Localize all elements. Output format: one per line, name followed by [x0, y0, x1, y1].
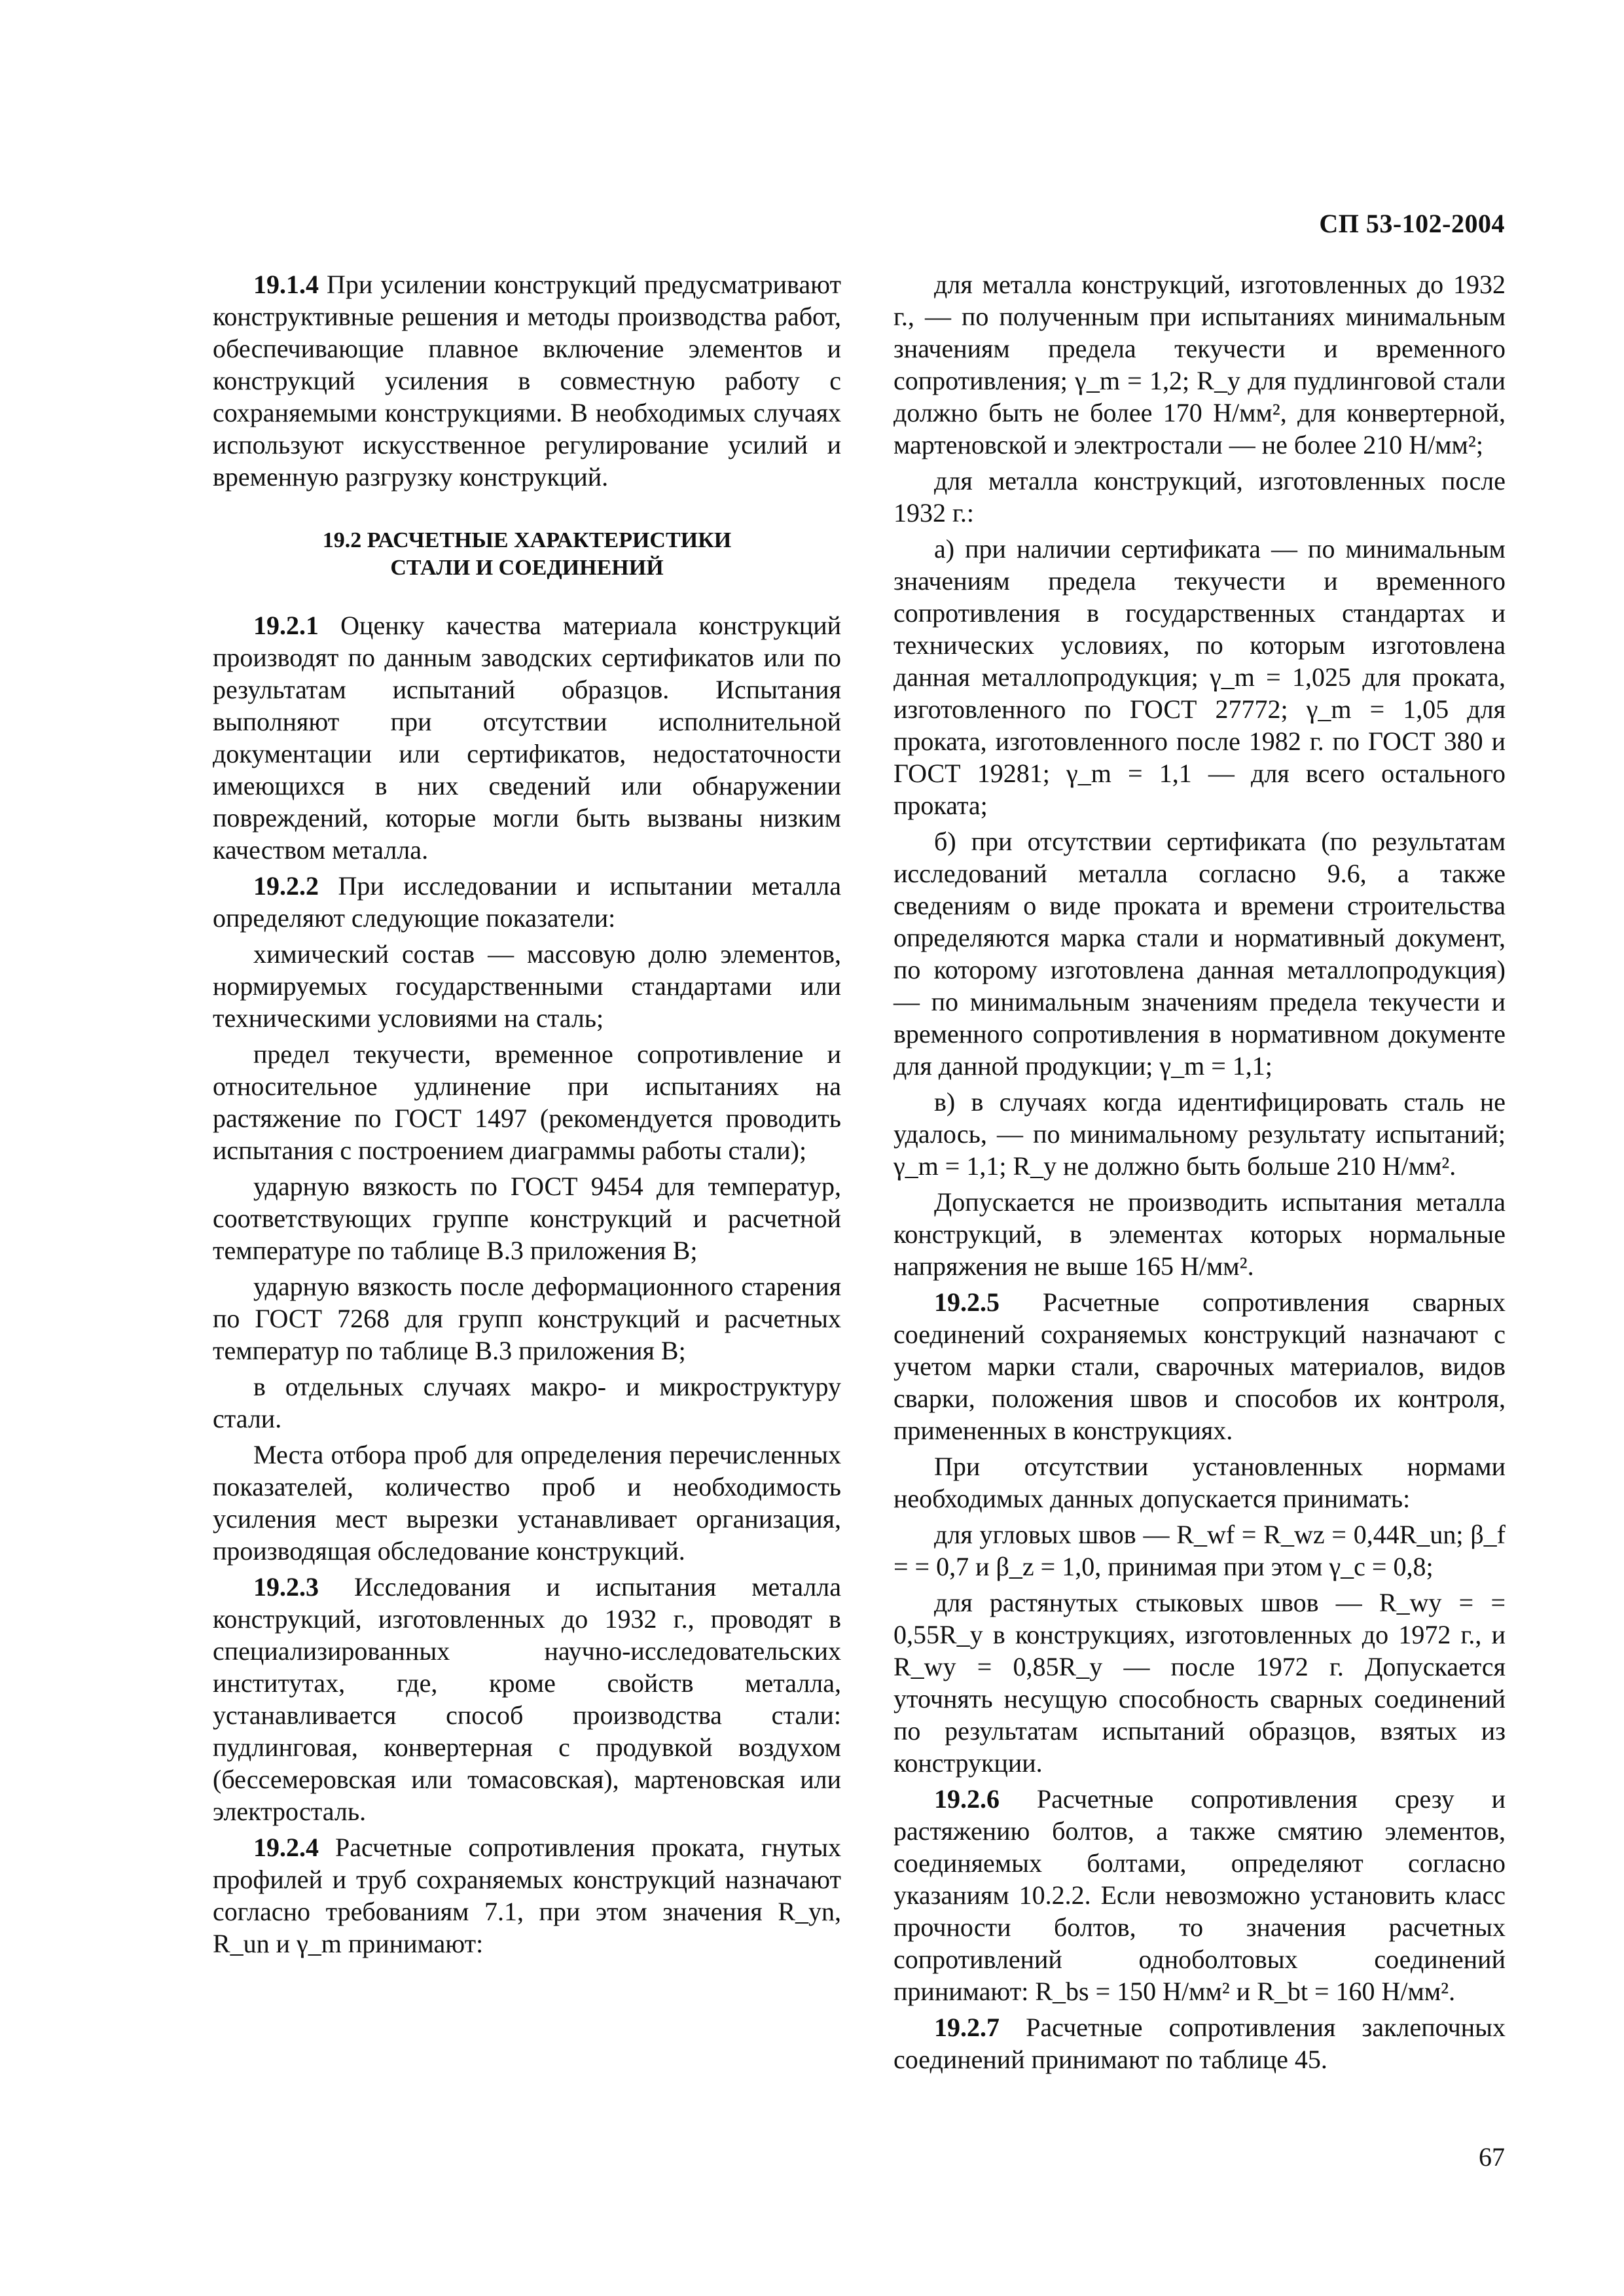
list-item-microstructure: в отдельных случаях макро- и микроструктуру стали. [213, 1372, 841, 1433]
clause-number: 19.1.4 [253, 270, 319, 299]
paragraph-text: При усилении конструкций предусматривают конструктивные решения и методы производства работ, обеспечивающие плавное включение элементов и конструкций усиления в совместную работу с сохраняемыми конструкциями. В необходимых случаях используют искусственное регулирование усилий и временную разгрузку конструкций. [213, 270, 841, 492]
list-item-yield-strength: предел текучести, временное сопротивление и относительное удлинение при испытаниях на растяжение по ГОСТ 1497 (рекомендуется проводить испытания с построением диаграммы работы стали); [213, 1039, 841, 1165]
paragraph-before-1932: для металла конструкций, изготовленных до 1932 г., — по полученным при испытаниях минимальным значениям предела текучести и временного сопротивления; γ_m = 1,2; R_y для пудлинговой стали должно быть не более 170 Н/мм², для конвертерной, мартеновской и электростали — не более 210 Н/мм²; [893, 270, 1506, 459]
paragraph-19-2-2 [213, 870, 841, 934]
paragraph-text: Расчетные сопротивления заклепочных соединений принимают по таблице 45. [893, 2013, 1506, 2074]
clause-number: 19.2.4 [253, 1833, 319, 1862]
paragraph-19-2-1 [213, 609, 841, 866]
paragraph-19-2-6 [893, 1783, 1506, 2007]
list-item-chemical-composition: химический состав — массовую долю элементов, нормируемых государственными стандартами или техническими условиями на сталь; [213, 939, 841, 1033]
paragraph-19-2-7 [893, 2011, 1506, 2075]
clause-number: 19.2.6 [934, 1784, 1000, 1814]
section-heading-19-2 [213, 527, 841, 582]
document-code: СП 53-102-2004 [1319, 209, 1505, 238]
paragraph-after-1932: для металла конструкций, изготовленных после 1932 г.: [893, 466, 1506, 528]
list-item-impact-strength: ударную вязкость по ГОСТ 9454 для температур, соответствующих группе конструкций и расчетной температуре по таблице В.3 приложения В; [213, 1172, 841, 1265]
clause-number: 19.2.5 [934, 1287, 1000, 1317]
paragraph-19-2-3 [213, 1571, 841, 1827]
clause-number: 19.2.7 [934, 2013, 1000, 2042]
paragraph-text: Исследования и испытания металла конструкций, изготовленных до 1932 г., проводят в специализированных научно-исследовательских институтах, где, кроме свойств металла, устанавливается способ производства стали: пудлинговая, конвертерная с продувкой воздухом (бессемеровская или томасовская), мартеновская или электросталь. [213, 1572, 842, 1826]
list-item-a-certificate: а) при наличии сертификата — по минимальным значениям предела текучести и временного сопротивления в государственных стандартах и технических условиях, по которым изготовлена данная металлопродукция; γ_m = 1,025 для проката, изготовленного по ГОСТ 27772; γ_m = 1,05 для проката, изготовленного после 1982 г. по ГОСТ 380 и ГОСТ 19281; γ_m = 1,1 — для всего остального проката; [893, 534, 1506, 820]
paragraph-text: Расчетные сопротивления проката, гнутых профилей и труб сохраняемых конструкций назначают согласно требованиям 7.1, при этом значения R_yn, R_un и γ_m принимают: [213, 1833, 841, 1958]
paragraph-19-2-4 [213, 1831, 841, 1960]
paragraph-19-1-4 [213, 268, 841, 493]
section-heading-line-2: СТАЛИ И СОЕДИНЕНИЙ [390, 556, 664, 580]
list-item-fillet-welds: для угловых швов — R_wf = R_wz = 0,44R_un; β_f = = 0,7 и β_z = 1,0, принимая при этом γ_c = 0,8; [893, 1520, 1506, 1581]
list-item-butt-welds: для растянутых стыковых швов — R_wy = = 0,55R_y в конструкциях, изготовленных до 1972 г., и R_wy = 0,85R_y — после 1972 г. Допускается уточнять несущую способность сварных соединений по результатам испытаний образцов, взятых из конструкции. [893, 1588, 1506, 1778]
page-number: 67 [1479, 2142, 1505, 2172]
right-column [893, 268, 1506, 2079]
paragraph-default-values: При отсутствии установленных нормами необходимых данных допускается принимать: [893, 1452, 1506, 1513]
paragraph-19-2-5 [893, 1286, 1506, 1446]
clause-number: 19.2.1 [253, 611, 319, 640]
paragraph-text: При исследовании и испытании металла определяют следующие показатели: [213, 871, 842, 933]
section-heading-line-1: 19.2 РАСЧЕТНЫЕ ХАРАКТЕРИСТИКИ [322, 528, 732, 552]
clause-number: 19.2.3 [253, 1572, 319, 1602]
paragraph-text: Оценку качества материала конструкций производят по данным заводских сертификатов или по результатам испытаний образцов. Испытания выполняют при отсутствии исполнительной документации или сертификатов, недостаточности имеющихся в них сведений или обнаружении повреждений, которые могли быть вызваны низким качеством металла. [213, 611, 842, 865]
paragraph-testing-exemption: Допускается не производить испытания металла конструкций, в элементах которых нормальные напряжения не выше 165 Н/мм². [893, 1187, 1506, 1281]
list-item-impact-strength-aging: ударную вязкость после деформационного старения по ГОСТ 7268 для групп конструкций и расчетных температур по таблице В.3 приложения В; [213, 1272, 841, 1365]
paragraph-text: Расчетные сопротивления сварных соединений сохраняемых конструкций назначают с учетом марки стали, сварочных материалов, видов сварки, положения швов и способов их контроля, примененных в конструкциях. [893, 1287, 1506, 1445]
paragraph-text: Расчетные сопротивления срезу и растяжению болтов, а также смятию элементов, соединяемых болтами, определяют согласно указаниям 10.2.2. Если невозможно установить класс прочности болтов, то значения расчетных сопротивлений одноболтовых соединений принимают: R_bs = 150 Н/мм² и R_bt = 160 Н/мм². [893, 1784, 1506, 2006]
list-item-b-no-certificate: б) при отсутствии сертификата (по результатам исследований металла согласно 9.6, а также сведениям о виде проката и времени строительства определяются марка стали и нормативный документ, по которому изготовлена данная металлопродукция) — по минимальным значениям предела текучести и временного сопротивления в нормативном документе для данной продукции; γ_m = 1,1; [893, 827, 1506, 1081]
list-item-c-unidentified: в) в случаях когда идентифицировать сталь не удалось, — по минимальному результату испытаний; γ_m = 1,1; R_y не должно быть больше 210 Н/мм². [893, 1087, 1506, 1181]
left-column [213, 268, 841, 1964]
paragraph-sampling: Места отбора проб для определения перечисленных показателей, количество проб и необходимость усиления мест вырезки устанавливает организация, производящая обследование конструкций. [213, 1440, 841, 1566]
clause-number: 19.2.2 [253, 871, 319, 901]
